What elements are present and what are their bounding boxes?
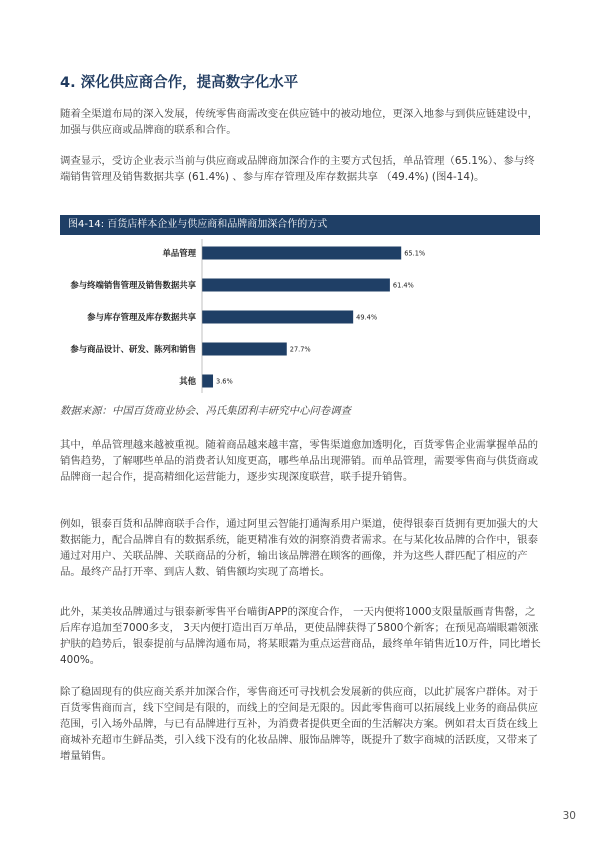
bar bbox=[202, 375, 213, 388]
bar-chart-svg bbox=[60, 235, 540, 395]
category-label: 参与终端销售管理及销售数据共享 bbox=[70, 280, 196, 290]
category-label: 参与商品设计、研发、陈列和销售 bbox=[70, 344, 196, 354]
paragraph-survey: 调查显示，受访企业表示当前与供应商或品牌商加深合作的主要方式包括，单品管理（65.1%）、参与终端销售管理及销售数据共享 (61.4%) 、参与库存管理及库存数据共享 （49.4%) (图4-14)。 bbox=[60, 155, 535, 183]
value-label: 65.1% bbox=[404, 249, 426, 258]
paragraph-new-suppliers: 除了稳固现有的供应商关系并加深合作，零售商还可寻找机会发展新的供应商，以此扩展客户群体。对于百货零售商而言，线下空间是有限的，而线上的空间是无限的。因此零售商可以拓展线上业务的商品供应范围，引入场外品牌，与已有品牌进行互补，为消费者提供更全面的生活解决方案。例如君太百货在线上商城补充超市生鲜品类，引入线下没有的化妆品牌、服饰品牌等，既提升了数字商城的活跃度，又带来了增量销售。 bbox=[60, 686, 538, 762]
bar bbox=[202, 247, 401, 260]
paragraph-intro: 随着全渠道布局的深入发展，传统零售商需改变在供应链中的被动地位，更深入地参与到供应链建设中，加强与供应商或品牌商的联系和合作。 bbox=[60, 108, 538, 136]
category-label: 参与库存管理及库存数据共享 bbox=[87, 312, 196, 322]
category-label: 单品管理 bbox=[162, 248, 196, 258]
category-label: 其他 bbox=[179, 376, 196, 386]
data-source: 数据来源：中国百货商业协会、冯氏集团利丰研究中心问卷调查 bbox=[60, 405, 351, 417]
paragraph-sku-management: 其中，单品管理越来越被重视。随着商品越来越丰富，零售渠道愈加透明化，百货零售企业需掌握单品的销售趋势，了解哪些单品的消费者认知度更高，哪些单品出现滞销。而单品管理，需要零售商与供货商或品牌商一起合作，提高精细化运营能力，逐步实现深度联营，联手提升销售。 bbox=[60, 439, 538, 483]
bar bbox=[202, 311, 353, 324]
value-label: 3.6% bbox=[216, 377, 233, 386]
paragraph-beauty-brand: 此外，某美妆品牌通过与银泰新零售平台喵街APP的深度合作， 一天内便将1000支限量版画青售罄，之后库存追加至7000多支， 3天内便打造出百万单品，更使品牌获得了5800个新客；在预见高端眼霜领涨护肤的趋势后，银泰提前与品牌沟通布局，将某眼霜为重点运营商品，最终单年销售近10万件，同比增长400%。 bbox=[60, 606, 541, 666]
section-heading: 4. 深化供应商合作，提高数字化水平 bbox=[60, 75, 299, 91]
value-label: 27.7% bbox=[289, 345, 311, 354]
paragraph-intime-example: 例如，银泰百货和品牌商联手合作，通过阿里云智能打通淘系用户渠道，使得银泰百货拥有更加强大的大数据能力，配合品牌自有的数据系统，能更精准有效的洞察消费者需求。在与某化妆品牌的合作中，银泰通过对用户、关联品牌、关联商品的分析，输出该品牌潜在顾客的画像，并为这些人群匹配了相应的产品。最终产品打开率、到店人数、销售额均实现了高增长。 bbox=[60, 518, 538, 578]
value-label: 49.4% bbox=[356, 313, 378, 322]
bar bbox=[202, 343, 287, 356]
chart-title: 图4-14: 百货店样本企业与供应商和品牌商加深合作的方式 bbox=[60, 215, 540, 235]
bar bbox=[202, 279, 390, 292]
page-number: 30 bbox=[562, 810, 576, 822]
bar-chart bbox=[60, 235, 540, 395]
value-label: 61.4% bbox=[392, 281, 414, 290]
